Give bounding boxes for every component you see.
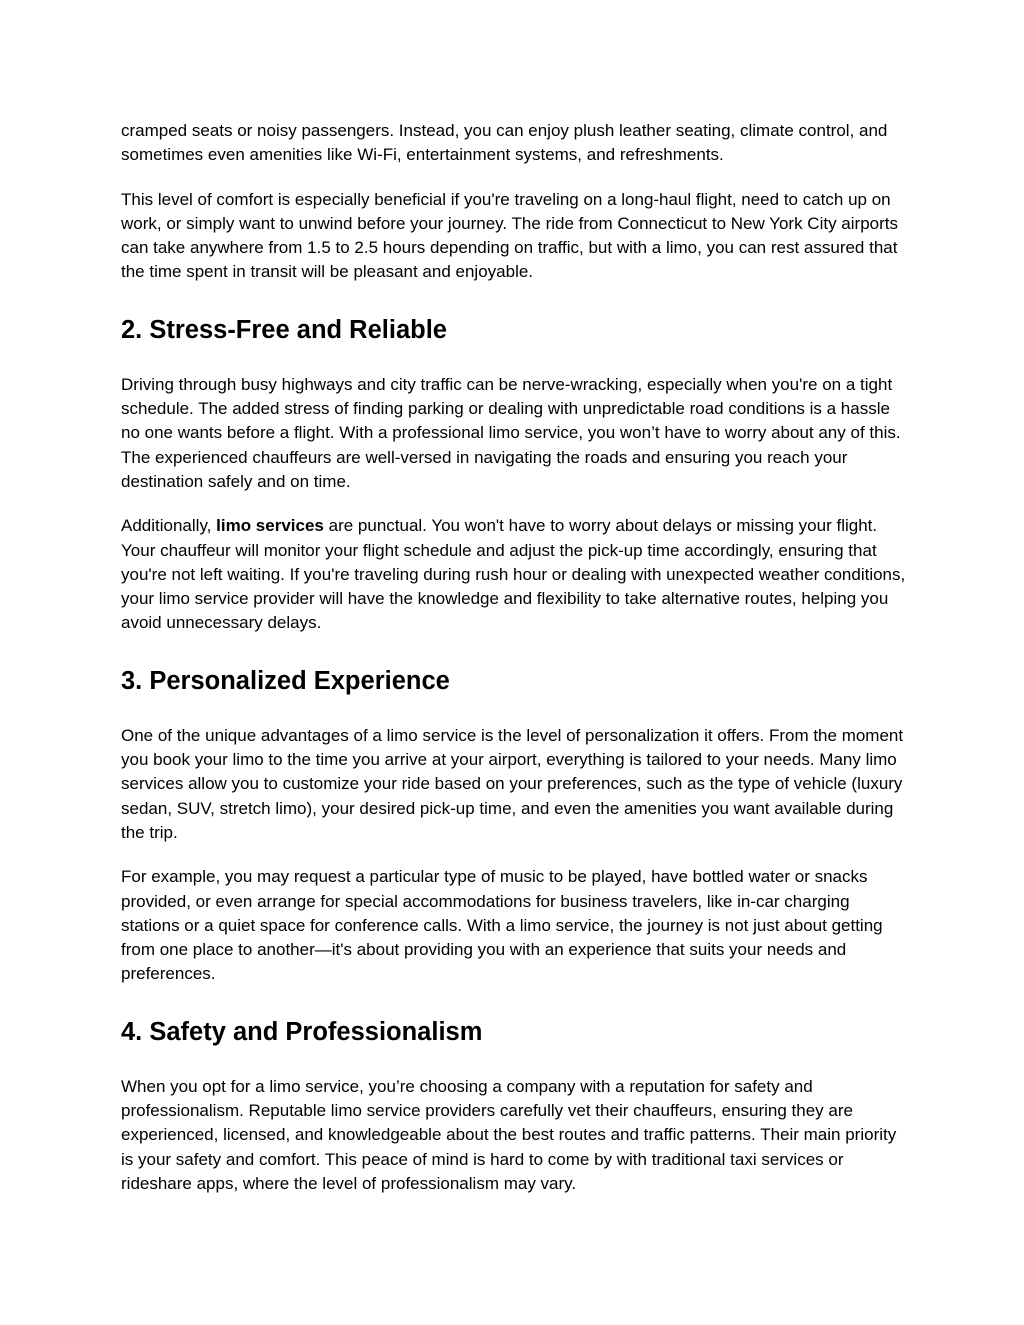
paragraph-punctual-rest: are punctual. You won't have to worry about delays or missing your flight. Your chauffeur will monitor your flight schedule and adjust the pick-up time accordingly, ensuring that you're not left waiting. If you're traveling during rush hour or dealing with unexpected weather conditions, your limo service provider will have the knowledge and flexibility to take alternative routes, helping you avoid unnecessary delays. (121, 516, 906, 633)
heading-personalized: 3. Personalized Experience (121, 666, 450, 695)
document-page (121, 119, 906, 1216)
paragraph-comfort-benefit: This level of comfort is especially beneficial if you're traveling on a long-haul flight, need to catch up on work, or simply want to unwind before your journey. The ride from Connecticut to New York City airports can take anywhere from 1.5 to 2.5 hours depending on traffic, but with a limo, you can rest assured that the time spent in transit will be pleasant and enjoyable. (121, 189, 898, 282)
paragraph-personalization: One of the unique advantages of a limo service is the level of personalization it offers. From the moment you book your limo to the time you arrive at your airport, everything is tailored to your needs. Many limo services allow you to customize your ride based on your preferences, such as the type of vehicle (luxury sedan, SUV, stretch limo), your desired pick-up time, and even the amenities you want available during the trip. (121, 725, 904, 842)
paragraph-punctual-lead: Additionally, (121, 516, 217, 536)
paragraph-driving-stress: Driving through busy highways and city traffic can be nerve-wracking, especially when you're on a tight schedule. The added stress of finding parking or dealing with unpredictable road conditions is a hassle no one wants before a flight. With a professional limo service, you won’t have to worry about any of this. The experienced chauffeurs are well-versed in navigating the roads and ensuring you reach your destination safely and on time. (121, 374, 901, 491)
paragraph-punctual (121, 514, 906, 635)
heading-stress-free: 2. Stress-Free and Reliable (121, 315, 447, 344)
paragraph-safety: When you opt for a limo service, you’re choosing a company with a reputation for safety and professionalism. Reputable limo service providers carefully vet their chauffeurs, ensuring they are experienced, licensed, and knowledgeable about the best routes and traffic patterns. Their main priority is your safety and comfort. This peace of mind is hard to come by with traditional taxi services or rideshare apps, where the level of professionalism may vary. (121, 1076, 897, 1193)
paragraph-comfort-amenities: cramped seats or noisy passengers. Instead, you can enjoy plush leather seating, climate control, and sometimes even amenities like Wi-Fi, entertainment systems, and refreshments. (121, 121, 888, 165)
paragraph-example-requests: For example, you may request a particular type of music to be played, have bottled water or snacks provided, or even arrange for special accommodations for business travelers, like in-car charging stations or a quiet space for conference calls. With a limo service, the journey is not just about getting from one place to another—it's about providing you with an experience that suits your needs and preferences. (121, 867, 883, 984)
bold-limo-services: limo services (216, 516, 324, 536)
heading-safety: 4. Safety and Professionalism (121, 1017, 483, 1046)
